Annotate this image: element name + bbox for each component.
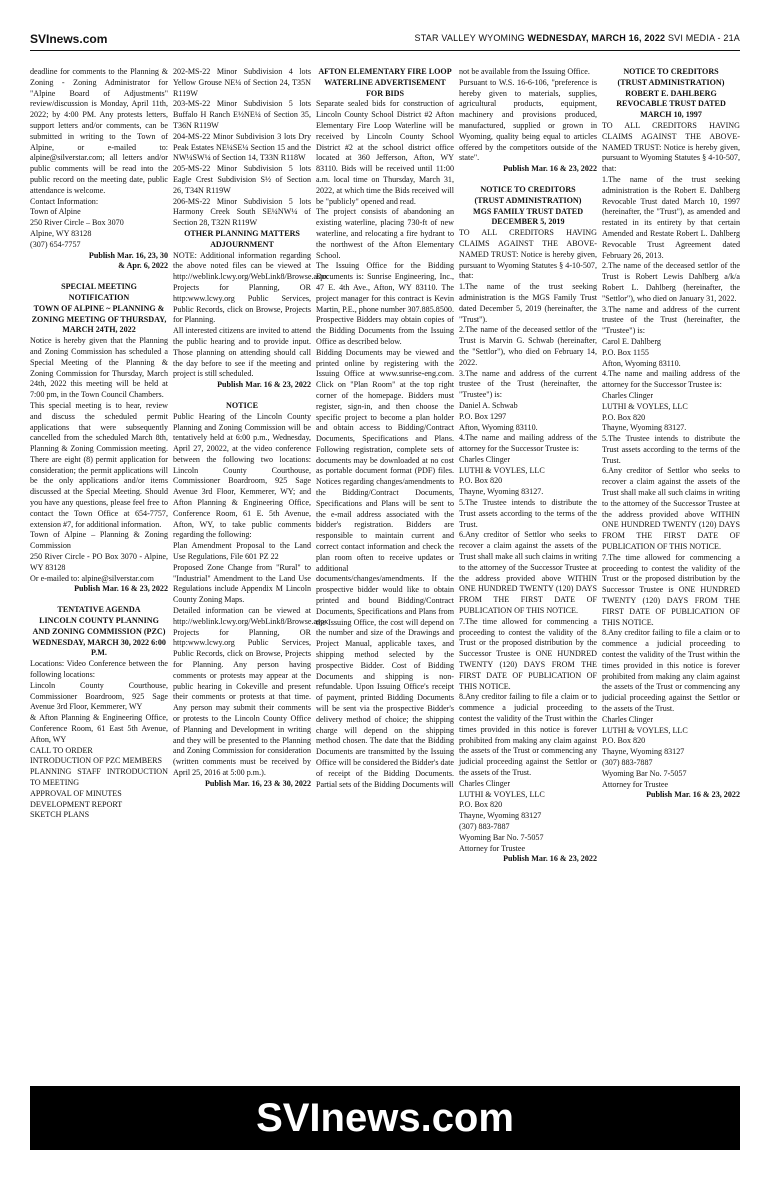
issue-date: WEDNESDAY, MARCH 16, 2022 — [527, 33, 666, 43]
page-header — [30, 32, 740, 46]
mgs-trust-heading: NOTICE TO CREDITORS (TRUST ADMINISTRATION) MGS FAMILY TRUST DATED DECEMBER 5, 2019 — [472, 184, 584, 227]
bids-continued-text: not be available from the Issuing Office. Pursuant to W.S. 16-6-106, "preference is hereby given to materials, supplies, agricultural products, equipment, machinery and provisions produced, manufactured, supplied or grown in Wyoming, quality being equal to articles offered by the competitors outside of the state". — [459, 67, 597, 163]
site-name[interactable]: SVInews.com — [30, 32, 108, 46]
header-rule — [30, 50, 740, 51]
publish-line: Publish Mar. 16 & 23, 2022 — [217, 380, 311, 390]
page-section: SVI MEDIA - 21A — [667, 33, 740, 43]
planning-note-text: NOTE: Additional information regarding the above noted files can be viewed at http://weblink.lcwy.org/WebLink8/Browse.aspx Projects for Planning, OR http:www.lcwy.org Public Services, Public Records, click on Browse, Projects for Planning. All interested citizens are invited to attend the public hearing and to provide input. Those planning on attending should call the day before to see if the meeting and project is still scheduled. — [173, 250, 329, 379]
publish-line: Publish Mar. 16 & 23, 2022 — [503, 854, 597, 864]
public-hearing-text: Public Hearing of the Lincoln County Planning and Zoning Commission will be tentatively held at 6:00 p.m., Wednesday, April 27, 20022, at the video conference between the following two locations: Lincoln County Courthouse, Commissioner Boardroom, 925 Sage Avenue 3rd Floor, Kemmerer, WY; and Afton Planning & Engineering Office, Conference Room, 61 E. 5th Avenue, Afton, WY, to take public comments regarding the following: Plan Amendment Proposal to the Land Use Regulations, File 601 PZ 22 Proposed Zone Change from "Rural" to "Industrial" Amendment to the Land Use Regulations include Appendix M Lincoln County Zoning Maps. Detailed information can be viewed at http://weblink.lcwy.org/WebLink8/Browse.aspx Projects for Planning, OR http:www.lcwy.org Public Services, Public Records, click on Browse, Projects for Planning. Any person having comments or protests may appear at the public hearing in Cokeville and present their comments or protests at that time. Any person may submit their comments or protests to the Lincoln County Office of Planning and Development in writing and they will be presented to the Planning and Zoning Commission for consideration (written comments must be received by April 25, 2016 at 5:00 p.m.). — [173, 411, 329, 777]
paper-name: STAR VALLEY WYOMING — [414, 33, 525, 43]
dahlberg-trust-text: TO ALL CREDITORS HAVING CLAIMS AGAINST THE ABOVE-NAMED TRUST: Notice is hereby given, pursuant to Wyoming Statutes § 4-10-507, that: 1.The name of the trust seeking administration is the Robert E. Dahlberg Revocable Trust dated March 10, 1997 (hereinafter, the "Trust"), as amended and restated in its entirety by that certain Amended and Restate Robert L. Dahlberg Revocable Trust Agreement dated February 26, 2013. 2.The name of the deceased settlor of the Trust is Robert Lewis Dahlberg a/k/a Robert L. Dahlberg (hereinafter, the "Settlor"), who died on January 31, 2022. 3.The name and address of the current trustee of the Trust (hereinafter, the "Trustee") is: Carol E. Dahlberg P.O. Box 1155 Afton, Wyoming 83110. 4.The name and mailing address of the attorney for the Successor Trustee is: Charles Clinger LUTHI & VOYLES, LLC P.O. Box 820 Thayne, Wyoming 83127. 5.The Trustee intends to distribute the Trust assets according to the terms of the Trust. 6.Any creditor of Settlor who seeks to recover a claim against the assets of the Trust shall make all such claims in writing to the attorney of the Successor Trustee at the address provided above WITHIN ONE HUNDRED TWENTY (120) DAYS FROM THE FIRST DATE OF PUBLICATION OF THIS NOTICE. 7.The time allowed for commencing a proceeding to contest the validity of the Trust or the proposed distribution by the Successor Trustee is ONE HUNDRED TWENTY (120) DAYS FROM THE FIRST DATE OF PUBLICATION OF THIS NOTICE. 8.Any creditor failing to file a claim or to commence a judicial proceeding to contest the validity of the Trust within the times provided in this notice is forever prohibited from making any claim against the assets of the Trust or commencing any judicial proceeding against the Settlor or the assets of the Trust. Charles Clinger LUTHI & VOYLES, LLC P.O. Box 820 Thayne, Wyoming 83127 (307) 883-7887 Wyoming Bar No. 7-5057 Attorney for Trustee — [602, 120, 740, 789]
mgs-trust-text: TO ALL CREDITORS HAVING CLAIMS AGAINST THE ABOVE-NAMED TRUST: Notice is hereby given, pursuant to Wyoming Statutes § 4-10-507, that: 1.The name of the trust seeking administration is the MGS Family Trust dated December 5, 2019 (hereinafter, the "Trust"). 2.The name of the deceased settlor of the Trust is Marvin G. Schwab (hereinafter, the "Settlor"), who died on February 14, 2022. 3.The name and address of the current trustee of the Trust (hereinafter, the "Trustee") is: Daniel A. Schwab P.O. Box 1297 Afton, Wyoming 83110. 4.The name and mailing address of the attorney for the Successor Trustee is: Charles Clinger LUTHI & VOYLES, LLC P.O. Box 820 Thayne, Wyoming 83127. 5.The Trustee intends to distribute the Trust assets according to the terms of the Trust. 6.Any creditor of Settlor who seeks to recover a claim against the assets of the Trust shall make all such claims in writing to the attorney of the Successor Trustee at the address provided above WITHIN ONE HUNDRED TWENTY (120) DAYS FROM THE FIRST DATE OF PUBLICATION OF THIS NOTICE. 7.The time allowed for commencing a proceeding to contest the validity of the Trust or the proposed distribution by the Successor Trustee is ONE HUNDRED TWENTY (120) DAYS FROM THE FIRST DATE OF PUBLICATION OF THIS NOTICE. 8.Any creditor failing to file a claim or to commence a judicial proceeding to contest the validity of the Trust within the times provided in this notice is forever prohibited from making any claim against the assets of the Trust or commencing any judicial proceeding against the Settlor or the assets of the Trust. Charles Clinger LUTHI & VOYLES, LLC P.O. Box 820 Thayne, Wyoming 83127 (307) 883-7887 Wyoming Bar No. 7-5057 Attorney for Trustee — [459, 228, 597, 853]
special-meeting-text: Notice is hereby given that the Planning and Zoning Commission has scheduled a Special Meeting of the Planning & Zoning Commission for Thursday, March 24th, 2022 this meeting will be held at 7:00 pm, in the Town Council Chambers. This special meeting is to hear, review and discuss the scheduled permit applications that were subsequently cancelled from the scheduled March 8th, Planning & Zoning Commission meeting. There are eight (8) permit application for consideration; the permit applications will be the only applications and/or items discussed at the Special Meeting. Should you have any questions, please feel free to contact the Town Office at 654-7757, extension #7, for additional information. Town of Alpine – Planning & Zoning Commission 250 River Circle - PO Box 3070 - Alpine, WY 83128 Or e-mailed to: alpine@silverstar.com — [30, 336, 168, 583]
tentative-agenda-heading: TENTATIVE AGENDA LINCOLN COUNTY PLANNING AND ZONING COMMISSION (PZC) WEDNESDAY, MARCH 30, 2022 6:00 P.M. — [32, 605, 166, 658]
alpine-board-notice-text: deadline for comments to the Planning & Zoning - Zoning Administrator for "Alpine Board of Adjustments" review/discussion is Monday, April 11th, 2022; by 4:00 PM. Any protests letters, support letters and/or comments, can be submitted in writing to the Town of Alpine, or e-mailed to: alpine@silverstar.com; all letters and/or public comments will be read into the public record on the meeting date, public attendance is welcome. Contact Information: Town of Alpine 250 River Circle – Box 3070 Alpine, WY 83128 (307) 654-7757 — [30, 67, 168, 249]
other-matters-heading: OTHER PLANNING MATTERS ADJOURNMENT — [184, 228, 300, 249]
tentative-agenda-text: Locations: Video Conference between the following locations: Lincoln County Courthouse, Commissioner Boardroom, 925 Sage Avenue 3rd Floor, Kemmerer, WY & Afton Planning & Engineering Office, Conference Room, 61 East 5th Avenue, Afton, WY CALL TO ORDER INTRODUCTION OF PZC MEMBERS PLANNING STAFF INTRODUCTION TO MEETING APPROVAL OF MINUTES DEVELOPMENT REPORT SKETCH PLANS — [30, 659, 168, 820]
fire-loop-bids-text: Separate sealed bids for construction of Lincoln County School District #2 Afton Elementary Fire Loop Waterline will be received by Lincoln County School District #2 at the school district office located at 360 Jefferson, Afton, WY 83110. Bids will be received until 11:00 a.m. local time on Thursday, March 31, 2022, at which time the Bids received will be "publicly" opened and read. The project consists of abandoning an existing waterline, placing 730-ft of new waterline, and relocating a fire hydrant to the northwest of the Afton Elementary School. The Issuing Office for the Bidding Documents is: Sunrise Engineering, Inc., 47 E. 4th Ave., Afton, WY 83110. The project manager for this contract is Kevin Martin, P.E., phone number 307.885.8500. Prospective Bidders may obtain copies of the Bidding Documents from the Issuing Office as described below. Bidding Documents may be viewed and printed online by registering with the Issuing Office at www.sunrise-eng.com. Click on "Plan Room" at the top right corner of the homepage. Bidders must register, sign-in, and then choose the specific project to become a plan holder and obtain access to Bidding/Contract Documents, Specifications and Plans. Following registration, complete sets of documents may be downloaded at no cost as portable document format (PDF) files. Notices regarding changes/amendments to the Bidding/Contract Documents, Specifications and Plans will be sent to the e-mail address associated with the bidder's registration. Bidders are responsible to maintain current and correct contact information and check the plan room often to receive updates or additional documents/changes/amendments. If the prospective bidder would like to obtain printed and bound Bidding/Contract Documents, Specifications and Plans from the Issuing Office, the cost will depend on the number and size of the Drawings and Project Manual, applicable taxes, and shipping method selected by the prospective Bidder. Cost of Bidding Documents and shipping is non-refundable. Upon Issuing Office's receipt of payment, printed Bidding Documents will be sent via the prospective Bidder's delivery method of choice; the shipping charge will depend on the shipping method chosen. The date that the Bidding Documents are transmitted by the Issuing Office will be considered the Bidder's date of receipt of the Bidding Documents. Partial sets of the Bidding Documents will — [316, 99, 454, 789]
notice-heading: NOTICE — [226, 400, 258, 410]
publish-line: Publish Mar. 16 & 23, 2022 — [646, 790, 740, 800]
fire-loop-bids-heading: AFTON ELEMENTARY FIRE LOOP WATERLINE ADVERTISEMENT FOR BIDS — [318, 67, 452, 98]
sketch-plans-list: 202-MS-22 Minor Subdivision 4 lots Yellow Grouse NE¼ of Section 24, T35N R119W 203-MS-22 Minor Subdivision 5 lots Buffalo H Ranch E½NE¼ of Section 35, T36N R119W 204-MS-22 Minor Subdivision 3 lots Dry Peak Estates NE¼SE¼ Section 15 and the NW¼SW¼ of Section 14, T33N R118W 205-MS-22 Minor Subdivision 5 lots Eagle Crest Subdivision S½ of Section 26, T34N R119W 206-MS-22 Minor Subdivision 5 lots Harmony Creek South SE¼NW¼ of Section 28, T32N R119W — [173, 67, 311, 228]
special-meeting-heading: SPECIAL MEETING NOTIFICATION TOWN OF ALPINE ~ PLANNING & ZONING MEETING OF THURSDAY, MARCH 24TH, 2022 — [31, 282, 167, 335]
column-2 — [173, 67, 329, 790]
column-4 — [459, 67, 597, 865]
publish-line: Publish Mar. 16 & 23, 2022 — [74, 584, 168, 594]
header-info — [415, 33, 740, 43]
site-banner[interactable]: SVInews.com — [30, 1086, 740, 1150]
column-5 — [602, 67, 740, 801]
publish-line: Publish Mar. 16, 23 & 30, 2022 — [204, 778, 311, 788]
column-1 — [30, 67, 168, 821]
column-3 — [316, 67, 454, 790]
publish-line: Publish Mar. 16, 23, 30 & Apr. 6, 2022 — [88, 250, 168, 271]
dahlberg-trust-heading: NOTICE TO CREDITORS (TRUST ADMINISTRATION) ROBERT E. DAHLBERG REVOCABLE TRUST DATED MARCH 10, 1997 — [616, 67, 726, 120]
publish-line: Publish Mar. 16 & 23, 2022 — [503, 164, 597, 174]
